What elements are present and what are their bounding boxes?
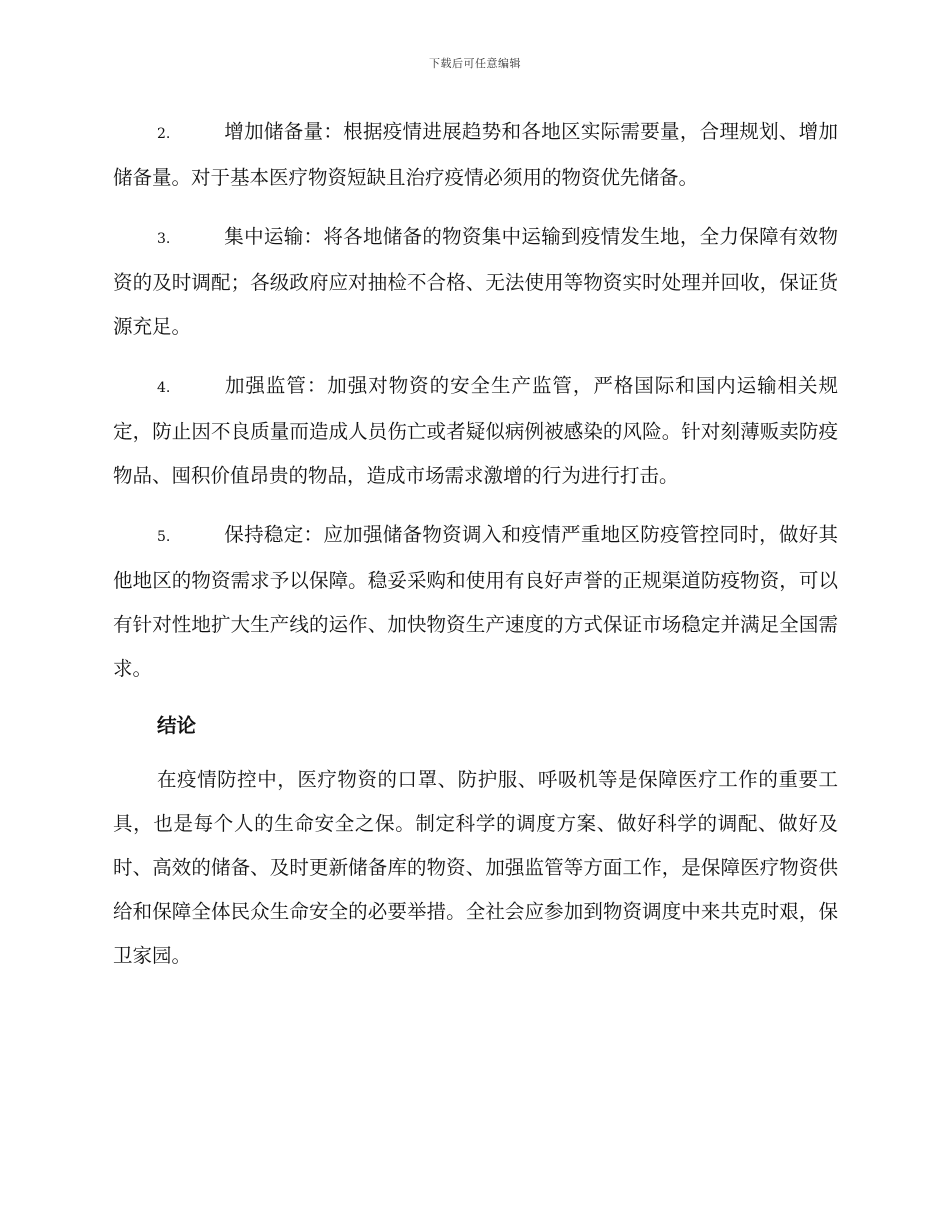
list-item-text: 加强监管：加强对物资的安全生产监管，严格国际和国内运输相关规定，防止因不良质量而造成人员伤亡或者疑似病例被感染的风险。针对刻薄贩卖防疫物品、囤积价值昂贵的物品，造成市场需求激增的行为进行打击。	[113, 374, 838, 487]
list-item-number: 3.	[157, 231, 171, 247]
list-item-text: 增加储备量：根据疫情进展趋势和各地区实际需要量，合理规划、增加储备量。对于基本医疗物资短缺且治疗疫情必须用的物资优先储备。	[113, 120, 838, 189]
list-item	[113, 513, 838, 691]
list-item	[113, 110, 838, 200]
list-item-text: 集中运输：将各地储备的物资集中运输到疫情发生地，全力保障有效物资的及时调配；各级政府应对抽检不合格、无法使用等物资实时处理并回收，保证货源充足。	[113, 225, 838, 338]
document-body	[113, 110, 838, 978]
page-header: 下载后可任意编辑	[429, 57, 521, 70]
list-item	[113, 364, 838, 498]
list-item-number: 4.	[157, 380, 171, 396]
list-item	[113, 215, 838, 349]
list-item-number: 5.	[157, 529, 171, 545]
conclusion-paragraph: 在疫情防控中，医疗物资的口罩、防护服、呼吸机等是保障医疗工作的重要工具，也是每个人的生命安全之保。制定科学的调度方案、做好科学的调配、做好及时、高效的储备、及时更新储备库的物资、加强监管等方面工作，是保障医疗物资供给和保障全体民众生命安全的必要举措。全社会应参加到物资调度中来共克时艰，保卫家园。	[113, 768, 838, 967]
list-item-number: 2.	[157, 126, 171, 142]
list-item-text: 保持稳定：应加强储备物资调入和疫情严重地区防疫管控同时，做好其他地区的物资需求予以保障。稳妥采购和使用有良好声誉的正规渠道防疫物资，可以有针对性地扩大生产线的运作、加快物资生产速度的方式保证市场稳定并满足全国需求。	[113, 523, 838, 680]
section-heading: 结论	[157, 714, 197, 737]
